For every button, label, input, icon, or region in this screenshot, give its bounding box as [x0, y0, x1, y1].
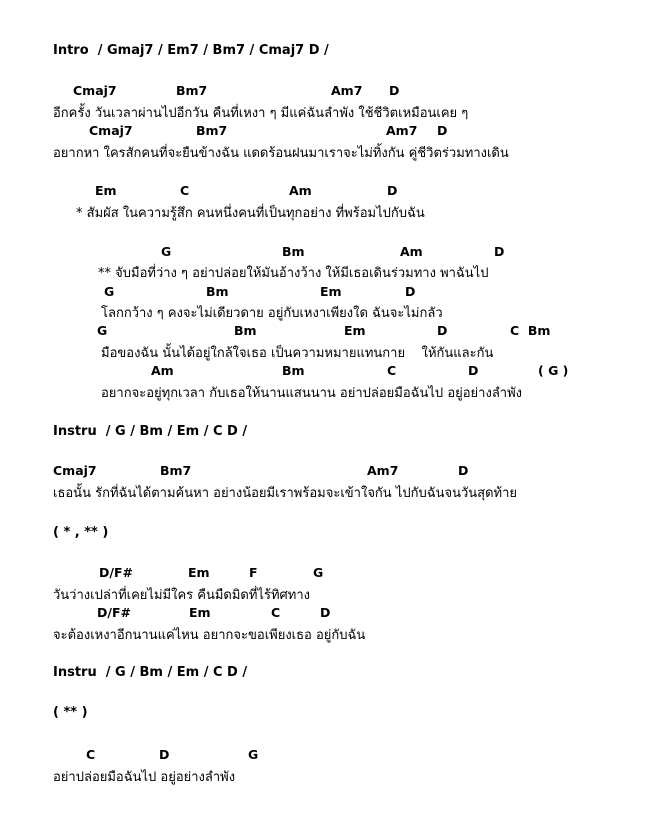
- lyric-line: อย่าปล่อยมือฉันไป อยู่อย่างลำพัง: [53, 770, 236, 785]
- chord: G: [248, 747, 259, 762]
- chord: D/F#: [99, 565, 133, 580]
- chord: Em: [344, 323, 366, 338]
- lyric-line: จะต้องเหงาอีกนานแค่ไหน อยากจะขอเพียงเธอ อยู่กับฉัน: [53, 628, 366, 643]
- lyric-line: * สัมผัส ในความรู้สึก คนหนึ่งคนที่เป็นทุกอย่าง ที่พร้อมไปกับฉัน: [76, 206, 425, 221]
- instru-line: Instru / G / Bm / Em / C D /: [53, 424, 248, 439]
- lyric-line: เธอนั้น รักที่ฉันได้ตามค้นหา อย่างน้อยมีเราพร้อมจะเข้าใจกัน ไปกับฉันจนวันสุดท้าย: [53, 486, 518, 501]
- chord: G: [104, 284, 115, 299]
- chord: Em: [320, 284, 342, 299]
- chord: Am: [151, 363, 174, 378]
- chord: Bm: [282, 363, 305, 378]
- chord: Cmaj7: [89, 123, 133, 138]
- lyric-line: อยากหา ใครสักคนที่จะยืนข้างฉัน แดดร้อนฝนมาเราจะไม่ทิ้งกัน คู่ชีวิตร่วมทางเดิน: [53, 146, 509, 161]
- chord: Bm: [282, 244, 305, 259]
- chord: Em: [95, 183, 117, 198]
- chord: ( G ): [538, 363, 569, 378]
- chord: Am: [289, 183, 312, 198]
- chord: D/F#: [97, 605, 131, 620]
- lyric-line: โลกกว้าง ๆ คงจะไม่เดียวดาย อยู่กับเหงาเพียงใด ฉันจะไม่กลัว: [101, 306, 443, 321]
- chord: D: [320, 605, 331, 620]
- chord: Em: [188, 565, 210, 580]
- chord: G: [161, 244, 172, 259]
- chord: F: [249, 565, 258, 580]
- chord: Am7: [386, 123, 418, 138]
- chord: D: [468, 363, 479, 378]
- chord: C: [387, 363, 397, 378]
- chord: D: [159, 747, 170, 762]
- chord: Bm7: [196, 123, 228, 138]
- chord: D: [494, 244, 505, 259]
- chord: D: [387, 183, 398, 198]
- chord: C: [86, 747, 96, 762]
- chord: Bm: [234, 323, 257, 338]
- chord: C: [180, 183, 190, 198]
- repeat-marker: ( * , ** ): [53, 525, 109, 540]
- chord: Cmaj7: [53, 463, 97, 478]
- chord: Bm7: [160, 463, 192, 478]
- chord: C Bm: [510, 323, 551, 338]
- chord: Am: [400, 244, 423, 259]
- chord: C: [271, 605, 281, 620]
- lyric-line: อยากจะอยู่ทุกเวลา กับเธอให้นานแสนนาน อย่าปล่อยมือฉันไป อยู่อย่างลำพัง: [101, 386, 522, 401]
- chord: G: [97, 323, 108, 338]
- chord: Am7: [331, 83, 363, 98]
- lyric-line: มือของฉัน นั้นได้อยู่ใกล้ใจเธอ เป็นความหมายแทนกาย ให้กันและกัน: [101, 346, 494, 361]
- lyric-line: วันว่างเปล่าที่เคยไม่มีใคร คืนมืดมิดที่ไร้ทิศทาง: [53, 588, 310, 603]
- chord: Bm: [206, 284, 229, 299]
- instru-line: Instru / G / Bm / Em / C D /: [53, 665, 248, 680]
- chord: G: [313, 565, 324, 580]
- chord: D: [389, 83, 400, 98]
- chord: Em: [189, 605, 211, 620]
- chord: Cmaj7: [73, 83, 117, 98]
- chord: Bm7: [176, 83, 208, 98]
- chord: Am7: [367, 463, 399, 478]
- intro-line: Intro / Gmaj7 / Em7 / Bm7 / Cmaj7 D /: [53, 43, 329, 58]
- lyric-line: ** จับมือที่ว่าง ๆ อย่าปล่อยให้มันอ้างว้าง ให้มีเธอเดินร่วมทาง พาฉันไป: [98, 266, 489, 281]
- chord: D: [458, 463, 469, 478]
- chord: D: [437, 323, 448, 338]
- lyric-line: อีกครั้ง วันเวลาผ่านไปอีกวัน คืนที่เหงา ๆ มีแค่ฉันลำพัง ใช้ชีวิตเหมือนเคย ๆ: [53, 106, 469, 121]
- chord: D: [437, 123, 448, 138]
- chord: D: [405, 284, 416, 299]
- repeat-marker: ( ** ): [53, 705, 88, 720]
